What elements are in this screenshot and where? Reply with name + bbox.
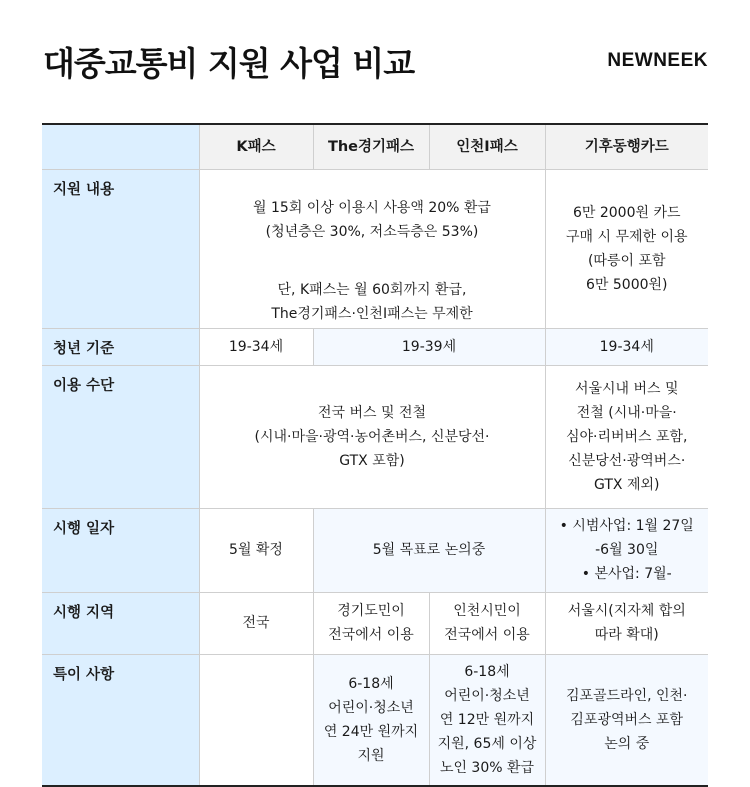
row-label-date: 시행 일자	[42, 508, 199, 592]
special-gyeonggi-cell: 6-18세 어린이·청소년 연 24만 원까지 지원	[313, 654, 429, 786]
column-header-climate-card: 기후동행카드	[545, 124, 708, 169]
date-gyeonggi-incheon-cell: 5월 목표로 논의중	[313, 508, 545, 592]
table-row	[42, 592, 708, 654]
region-climate-cell: 서울시(지자체 합의 따라 확대)	[545, 592, 708, 654]
content-shared-text: 월 15회 이상 이용시 사용액 20% 환급 (청년층은 30%, 저소득층은 53%)	[253, 199, 491, 240]
region-kpass-cell: 전국	[199, 592, 313, 654]
column-header-kpass: K패스	[199, 124, 313, 169]
table-header-row	[42, 124, 708, 169]
header-corner	[42, 124, 199, 169]
region-gyeonggi-cell: 경기도민이 전국에서 이용	[313, 592, 429, 654]
row-label-special: 특이 사항	[42, 654, 199, 786]
row-label-youth: 청년 기준	[42, 328, 199, 365]
table-row	[42, 508, 708, 592]
table-row	[42, 654, 708, 786]
row-label-usage: 이용 수단	[42, 365, 199, 508]
brand-logo: NEWNEEK	[607, 50, 708, 71]
youth-climate-cell: 19-34세	[545, 328, 708, 365]
content-climate-cell: 6만 2000원 카드 구매 시 무제한 이용 (따릉이 포함 6만 5000원)	[545, 169, 708, 328]
youth-gyeonggi-incheon-cell: 19-39세	[313, 328, 545, 365]
table-row	[42, 328, 708, 365]
row-label-content: 지원 내용	[42, 169, 199, 328]
usage-shared-cell: 전국 버스 및 전철 (시내·마을·광역·농어촌버스, 신분당선· GTX 포함)	[199, 365, 545, 508]
date-kpass-cell: 5월 확정	[199, 508, 313, 592]
table-row	[42, 365, 708, 508]
usage-climate-cell: 서울시내 버스 및 전철 (시내·마을· 심야·리버버스 포함, 신분당선·광역버스· GTX 제외)	[545, 365, 708, 508]
special-incheon-cell: 6-18세 어린이·청소년 연 12만 원까지 지원, 65세 이상 노인 30% 환급	[429, 654, 545, 786]
page-title: 대중교통비 지원 사업 비교	[43, 44, 415, 83]
date-climate-cell: • 시범사업: 1월 27일 -6월 30일 • 본사업: 7월-	[545, 508, 708, 592]
special-kpass-cell	[199, 654, 313, 786]
content-shared-cell	[199, 169, 545, 328]
table-row	[42, 169, 708, 328]
column-header-gyeonggi-pass: The경기패스	[313, 124, 429, 169]
special-climate-cell: 김포골드라인, 인천· 김포광역버스 포함 논의 중	[545, 654, 708, 786]
comparison-table	[42, 123, 708, 787]
row-label-region: 시행 지역	[42, 592, 199, 654]
youth-kpass-cell: 19-34세	[199, 328, 313, 365]
column-header-incheon-pass: 인천I패스	[429, 124, 545, 169]
content-shared-note: 단, K패스는 월 60회까지 환급, The경기패스·인천I패스는 무제한	[271, 281, 473, 322]
region-incheon-cell: 인천시민이 전국에서 이용	[429, 592, 545, 654]
